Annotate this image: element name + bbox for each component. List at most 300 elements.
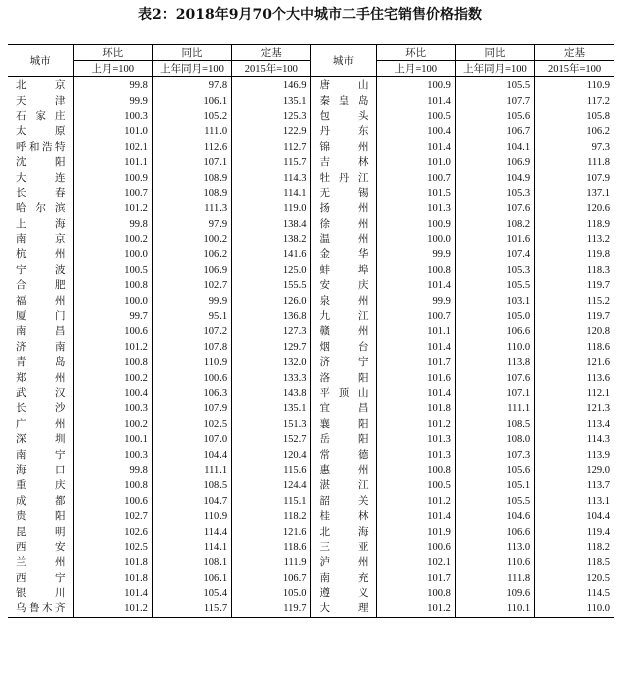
city-name-right: 平顶山 [311, 386, 376, 401]
mom-right: 100.8 [376, 586, 455, 601]
city-name-right: 洛 阳 [311, 370, 376, 385]
table-row [8, 170, 614, 185]
table-row [8, 463, 614, 478]
mom-right: 100.8 [376, 463, 455, 478]
mom-right: 100.8 [376, 263, 455, 278]
table-row [8, 186, 614, 201]
mom-left: 101.1 [73, 155, 152, 170]
base-right: 114.3 [535, 432, 614, 447]
base-left: 143.8 [232, 386, 311, 401]
city-name-right: 韶 关 [311, 494, 376, 509]
city-name-left: 昆 明 [8, 524, 73, 539]
table-row [8, 201, 614, 216]
mom-left: 100.3 [73, 401, 152, 416]
city-name-left: 南 昌 [8, 324, 73, 339]
table-row [8, 478, 614, 493]
city-name-left: 杭 州 [8, 247, 73, 262]
mom-left: 100.2 [73, 232, 152, 247]
yoy-right: 108.2 [455, 217, 534, 232]
mom-left: 99.9 [73, 93, 152, 108]
mom-right: 100.5 [376, 478, 455, 493]
mom-right: 101.2 [376, 417, 455, 432]
city-name-left: 西 安 [8, 540, 73, 555]
mom-left: 101.2 [73, 201, 152, 216]
mom-left: 100.2 [73, 370, 152, 385]
city-name-left: 大 连 [8, 170, 73, 185]
yoy-left: 114.1 [152, 540, 231, 555]
base-right: 119.7 [535, 309, 614, 324]
mom-right: 101.3 [376, 447, 455, 462]
base-right: 118.2 [535, 540, 614, 555]
yoy-left: 111.1 [152, 463, 231, 478]
base-right: 113.6 [535, 370, 614, 385]
base-right: 118.3 [535, 263, 614, 278]
base-left: 124.4 [232, 478, 311, 493]
table-row [8, 417, 614, 432]
header-huanbi-left: 环比 [73, 45, 152, 61]
mom-right: 101.3 [376, 201, 455, 216]
mom-right: 101.3 [376, 432, 455, 447]
table-row [8, 586, 614, 601]
city-name-left: 呼和浩特 [8, 140, 73, 155]
yoy-left: 107.0 [152, 432, 231, 447]
table-title: 表2：2018年9月70个大中城市二手住宅销售价格指数 [138, 7, 482, 23]
yoy-right: 104.1 [455, 140, 534, 155]
yoy-left: 102.7 [152, 278, 231, 293]
yoy-left: 114.4 [152, 524, 231, 539]
yoy-right: 105.6 [455, 109, 534, 124]
yoy-left: 107.8 [152, 340, 231, 355]
table-body [8, 77, 614, 618]
table-row [8, 217, 614, 232]
yoy-right: 104.9 [455, 170, 534, 185]
mom-right: 102.1 [376, 555, 455, 570]
base-left: 119.0 [232, 201, 311, 216]
yoy-right: 106.6 [455, 324, 534, 339]
mom-left: 100.3 [73, 447, 152, 462]
base-left: 122.9 [232, 124, 311, 139]
mom-left: 100.4 [73, 386, 152, 401]
city-name-left: 武 汉 [8, 386, 73, 401]
city-name-left: 石家庄 [8, 109, 73, 124]
yoy-right: 109.6 [455, 586, 534, 601]
city-name-left: 深 圳 [8, 432, 73, 447]
mom-right: 100.7 [376, 170, 455, 185]
base-right: 119.8 [535, 247, 614, 262]
header-huanbi-base-left: 上月=100 [73, 61, 152, 77]
table-row [8, 509, 614, 524]
header-dingji-left: 定基 [232, 45, 311, 61]
base-left: 138.4 [232, 217, 311, 232]
yoy-right: 105.3 [455, 186, 534, 201]
table-row [8, 494, 614, 509]
base-right: 113.2 [535, 232, 614, 247]
table-row [8, 247, 614, 262]
city-name-left: 福 州 [8, 293, 73, 308]
mom-right: 99.9 [376, 293, 455, 308]
yoy-right: 106.6 [455, 524, 534, 539]
mom-right: 99.9 [376, 247, 455, 262]
table-row [8, 447, 614, 462]
base-right: 111.8 [535, 155, 614, 170]
city-name-right: 大 理 [311, 601, 376, 617]
base-right: 119.7 [535, 278, 614, 293]
mom-left: 100.6 [73, 324, 152, 339]
base-left: 141.6 [232, 247, 311, 262]
header-tongbi-right: 同比 [455, 45, 534, 61]
base-left: 114.1 [232, 186, 311, 201]
mom-left: 101.2 [73, 601, 152, 617]
yoy-left: 100.6 [152, 370, 231, 385]
yoy-left: 95.1 [152, 309, 231, 324]
base-left: 155.5 [232, 278, 311, 293]
yoy-right: 110.0 [455, 340, 534, 355]
header-tongbi-left: 同比 [152, 45, 231, 61]
mom-left: 99.8 [73, 77, 152, 94]
yoy-left: 102.5 [152, 417, 231, 432]
yoy-right: 101.6 [455, 232, 534, 247]
city-name-left: 重 庆 [8, 478, 73, 493]
table-row [8, 93, 614, 108]
city-name-right: 泉 州 [311, 293, 376, 308]
base-right: 113.4 [535, 417, 614, 432]
header-dingji-right: 定基 [535, 45, 614, 61]
mom-right: 101.7 [376, 571, 455, 586]
table-row [8, 386, 614, 401]
yoy-left: 105.4 [152, 586, 231, 601]
table-row [8, 401, 614, 416]
base-left: 115.7 [232, 155, 311, 170]
base-right: 110.9 [535, 77, 614, 94]
table-row [8, 77, 614, 94]
base-right: 120.6 [535, 201, 614, 216]
city-name-right: 赣 州 [311, 324, 376, 339]
yoy-right: 105.5 [455, 77, 534, 94]
mom-right: 101.8 [376, 401, 455, 416]
base-right: 112.1 [535, 386, 614, 401]
mom-right: 101.2 [376, 494, 455, 509]
base-left: 112.7 [232, 140, 311, 155]
city-name-left: 哈尔滨 [8, 201, 73, 216]
header-tongbi-base-left: 上年同月=100 [152, 61, 231, 77]
table-row [8, 340, 614, 355]
table-row [8, 571, 614, 586]
yoy-left: 104.4 [152, 447, 231, 462]
header-dingji-base-left: 2015年=100 [232, 61, 311, 77]
city-name-left: 广 州 [8, 417, 73, 432]
mom-left: 102.7 [73, 509, 152, 524]
base-left: 119.7 [232, 601, 311, 617]
base-right: 115.2 [535, 293, 614, 308]
mom-left: 100.0 [73, 293, 152, 308]
base-right: 118.5 [535, 555, 614, 570]
base-left: 132.0 [232, 355, 311, 370]
yoy-right: 107.3 [455, 447, 534, 462]
table-row [8, 355, 614, 370]
base-left: 146.9 [232, 77, 311, 94]
city-name-right: 金 华 [311, 247, 376, 262]
table-row [8, 140, 614, 155]
yoy-right: 105.5 [455, 278, 534, 293]
header-huanbi-right: 环比 [376, 45, 455, 61]
city-name-right: 徐 州 [311, 217, 376, 232]
yoy-left: 106.3 [152, 386, 231, 401]
city-name-left: 厦 门 [8, 309, 73, 324]
base-right: 117.2 [535, 93, 614, 108]
yoy-right: 107.6 [455, 201, 534, 216]
mom-left: 99.8 [73, 463, 152, 478]
city-name-right: 济 宁 [311, 355, 376, 370]
mom-right: 101.5 [376, 186, 455, 201]
yoy-right: 105.6 [455, 463, 534, 478]
yoy-right: 108.0 [455, 432, 534, 447]
table-row [8, 124, 614, 139]
mom-right: 100.6 [376, 540, 455, 555]
table-row [8, 324, 614, 339]
header-city-left: 城市 [8, 45, 73, 77]
city-name-left: 海 口 [8, 463, 73, 478]
base-right: 120.8 [535, 324, 614, 339]
table-row [8, 601, 614, 617]
mom-right: 101.2 [376, 601, 455, 617]
yoy-left: 115.7 [152, 601, 231, 617]
city-name-right: 惠 州 [311, 463, 376, 478]
city-name-right: 岳 阳 [311, 432, 376, 447]
mom-left: 101.4 [73, 586, 152, 601]
mom-right: 101.4 [376, 340, 455, 355]
base-left: 106.7 [232, 571, 311, 586]
mom-right: 101.4 [376, 509, 455, 524]
city-name-left: 上 海 [8, 217, 73, 232]
yoy-right: 105.3 [455, 263, 534, 278]
city-name-left: 兰 州 [8, 555, 73, 570]
header-huanbi-base-right: 上月=100 [376, 61, 455, 77]
base-left: 111.9 [232, 555, 311, 570]
city-name-left: 贵 阳 [8, 509, 73, 524]
header-tongbi-base-right: 上年同月=100 [455, 61, 534, 77]
city-name-left: 西 宁 [8, 571, 73, 586]
base-right: 120.5 [535, 571, 614, 586]
mom-left: 100.3 [73, 109, 152, 124]
city-name-right: 泸 州 [311, 555, 376, 570]
table-row [8, 432, 614, 447]
city-name-left: 合 肥 [8, 278, 73, 293]
city-name-right: 安 庆 [311, 278, 376, 293]
city-name-right: 吉 林 [311, 155, 376, 170]
city-name-right: 蚌 埠 [311, 263, 376, 278]
yoy-right: 107.6 [455, 370, 534, 385]
yoy-right: 106.9 [455, 155, 534, 170]
base-left: 126.0 [232, 293, 311, 308]
base-left: 133.3 [232, 370, 311, 385]
base-right: 113.7 [535, 478, 614, 493]
mom-right: 101.4 [376, 140, 455, 155]
base-right: 113.1 [535, 494, 614, 509]
mom-right: 101.7 [376, 355, 455, 370]
mom-left: 101.2 [73, 340, 152, 355]
table-row [8, 109, 614, 124]
base-left: 114.3 [232, 170, 311, 185]
city-name-left: 太 原 [8, 124, 73, 139]
city-name-right: 九 江 [311, 309, 376, 324]
base-left: 135.1 [232, 93, 311, 108]
city-name-right: 唐 山 [311, 77, 376, 94]
yoy-right: 110.1 [455, 601, 534, 617]
base-right: 104.4 [535, 509, 614, 524]
base-left: 152.7 [232, 432, 311, 447]
mom-left: 100.2 [73, 417, 152, 432]
city-name-left: 长 沙 [8, 401, 73, 416]
mom-left: 100.1 [73, 432, 152, 447]
mom-right: 101.0 [376, 155, 455, 170]
city-name-right: 秦皇岛 [311, 93, 376, 108]
mom-left: 100.0 [73, 247, 152, 262]
mom-left: 101.0 [73, 124, 152, 139]
base-right: 107.9 [535, 170, 614, 185]
mom-right: 100.5 [376, 109, 455, 124]
table-row [8, 309, 614, 324]
base-left: 135.1 [232, 401, 311, 416]
table-row [8, 278, 614, 293]
base-right: 106.2 [535, 124, 614, 139]
yoy-left: 108.5 [152, 478, 231, 493]
city-name-right: 常 德 [311, 447, 376, 462]
mom-left: 101.8 [73, 571, 152, 586]
yoy-left: 107.2 [152, 324, 231, 339]
price-index-table [8, 44, 614, 618]
city-name-right: 烟 台 [311, 340, 376, 355]
yoy-right: 105.1 [455, 478, 534, 493]
mom-left: 100.7 [73, 186, 152, 201]
base-left: 125.0 [232, 263, 311, 278]
yoy-left: 111.0 [152, 124, 231, 139]
mom-right: 100.7 [376, 309, 455, 324]
base-right: 105.8 [535, 109, 614, 124]
city-name-right: 宜 昌 [311, 401, 376, 416]
city-name-left: 北 京 [8, 77, 73, 94]
city-name-right: 丹 东 [311, 124, 376, 139]
table-row [8, 232, 614, 247]
base-right: 121.6 [535, 355, 614, 370]
city-name-left: 南 京 [8, 232, 73, 247]
mom-left: 101.8 [73, 555, 152, 570]
mom-left: 100.8 [73, 478, 152, 493]
base-right: 129.0 [535, 463, 614, 478]
mom-left: 102.6 [73, 524, 152, 539]
city-name-left: 宁 波 [8, 263, 73, 278]
yoy-right: 111.1 [455, 401, 534, 416]
mom-right: 100.0 [376, 232, 455, 247]
base-left: 121.6 [232, 524, 311, 539]
base-left: 115.6 [232, 463, 311, 478]
yoy-left: 108.9 [152, 186, 231, 201]
yoy-left: 110.9 [152, 509, 231, 524]
header-dingji-base-right: 2015年=100 [535, 61, 614, 77]
mom-left: 100.8 [73, 355, 152, 370]
yoy-left: 106.2 [152, 247, 231, 262]
city-name-right: 包 头 [311, 109, 376, 124]
city-name-right: 湛 江 [311, 478, 376, 493]
yoy-right: 104.6 [455, 509, 534, 524]
city-name-left: 天 津 [8, 93, 73, 108]
base-left: 125.3 [232, 109, 311, 124]
table-row [8, 540, 614, 555]
mom-right: 101.9 [376, 524, 455, 539]
base-left: 129.7 [232, 340, 311, 355]
city-name-right: 无 锡 [311, 186, 376, 201]
base-left: 136.8 [232, 309, 311, 324]
yoy-left: 107.1 [152, 155, 231, 170]
yoy-right: 113.8 [455, 355, 534, 370]
city-name-right: 襄 阳 [311, 417, 376, 432]
yoy-right: 105.0 [455, 309, 534, 324]
yoy-left: 108.1 [152, 555, 231, 570]
mom-left: 100.8 [73, 278, 152, 293]
base-left: 118.2 [232, 509, 311, 524]
table-row [8, 155, 614, 170]
table-row [8, 263, 614, 278]
base-left: 151.3 [232, 417, 311, 432]
table-row [8, 555, 614, 570]
city-name-left: 济 南 [8, 340, 73, 355]
yoy-left: 108.9 [152, 170, 231, 185]
city-name-left: 沈 阳 [8, 155, 73, 170]
yoy-left: 105.2 [152, 109, 231, 124]
mom-right: 100.9 [376, 77, 455, 94]
mom-left: 100.9 [73, 170, 152, 185]
base-right: 110.0 [535, 601, 614, 617]
base-left: 105.0 [232, 586, 311, 601]
yoy-right: 111.8 [455, 571, 534, 586]
yoy-right: 107.4 [455, 247, 534, 262]
city-name-right: 北 海 [311, 524, 376, 539]
yoy-left: 106.1 [152, 93, 231, 108]
yoy-right: 105.5 [455, 494, 534, 509]
mom-right: 101.4 [376, 93, 455, 108]
base-right: 118.6 [535, 340, 614, 355]
base-right: 119.4 [535, 524, 614, 539]
mom-right: 100.9 [376, 217, 455, 232]
city-name-right: 温 州 [311, 232, 376, 247]
yoy-right: 107.7 [455, 93, 534, 108]
yoy-right: 106.7 [455, 124, 534, 139]
base-left: 118.6 [232, 540, 311, 555]
mom-right: 101.4 [376, 278, 455, 293]
base-right: 121.3 [535, 401, 614, 416]
mom-right: 101.1 [376, 324, 455, 339]
yoy-left: 99.9 [152, 293, 231, 308]
mom-right: 101.6 [376, 370, 455, 385]
base-left: 115.1 [232, 494, 311, 509]
base-right: 118.9 [535, 217, 614, 232]
mom-left: 100.6 [73, 494, 152, 509]
yoy-right: 110.6 [455, 555, 534, 570]
header-city-right: 城市 [311, 45, 376, 77]
yoy-left: 106.1 [152, 571, 231, 586]
city-name-right: 牡丹江 [311, 170, 376, 185]
mom-left: 99.8 [73, 217, 152, 232]
yoy-right: 113.0 [455, 540, 534, 555]
base-right: 97.3 [535, 140, 614, 155]
city-name-right: 锦 州 [311, 140, 376, 155]
table-row [8, 293, 614, 308]
city-name-left: 长 春 [8, 186, 73, 201]
yoy-left: 97.9 [152, 217, 231, 232]
yoy-left: 112.6 [152, 140, 231, 155]
mom-right: 101.4 [376, 386, 455, 401]
mom-right: 100.4 [376, 124, 455, 139]
city-name-left: 成 都 [8, 494, 73, 509]
